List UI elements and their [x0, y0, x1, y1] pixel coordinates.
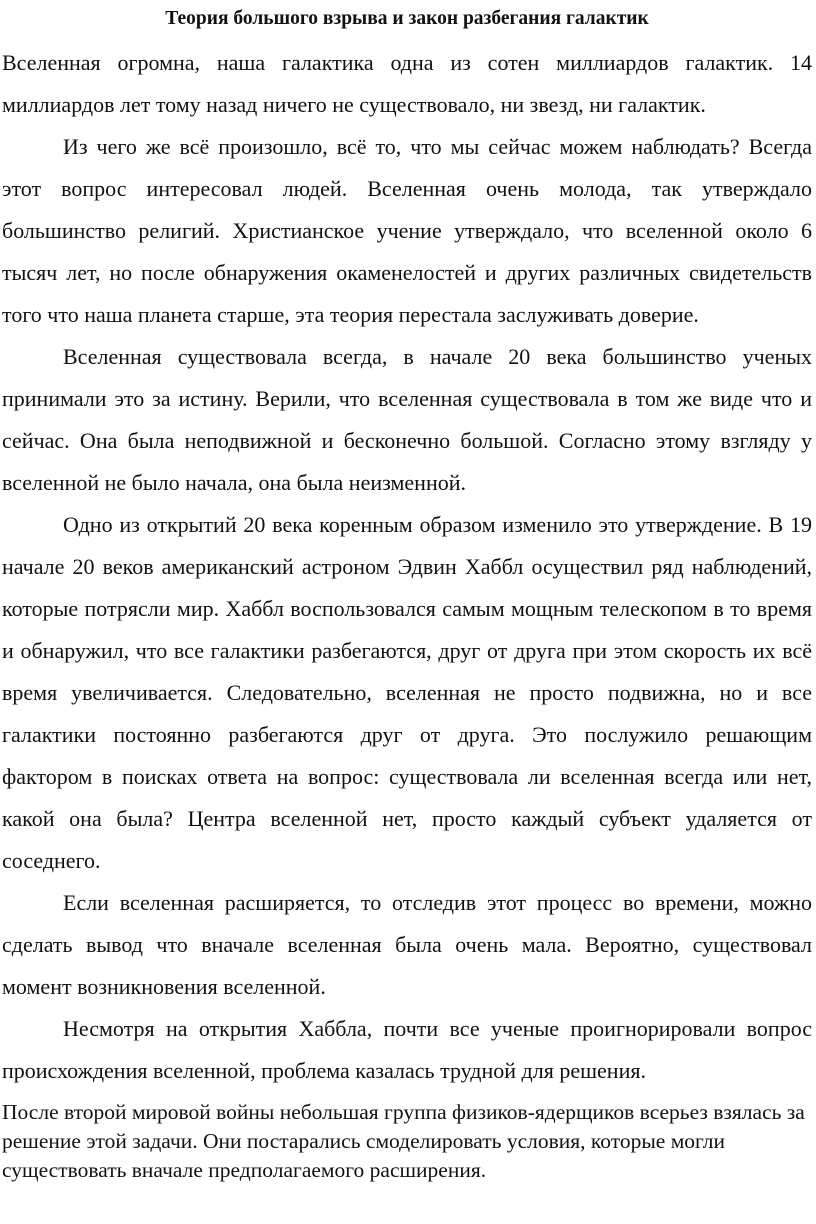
paragraph-3: Вселенная существовала всегда, в начале 20 века большинство ученых принимали это за истину. Верили, что вселенная существовала в том же виде что и сейчас. Она была неподвижной и бесконечно большой. Согласно этому взгляду у вселенной не было начала, она была неизменной.	[2, 344, 812, 495]
paragraph-2: Из чего же всё произошло, всё то, что мы сейчас можем наблюдать? Всегда этот вопрос интересовал людей. Вселенная очень молода, так утверждало большинство религий. Христианское учение утверждало, что вселенной около 6 тысяч лет, но после обнаружения окаменелостей и других различных свидетельств того что наша планета старше, эта теория перестала заслуживать доверие.	[2, 134, 812, 327]
paragraph-5: Если вселенная расширяется, то отследив этот процесс во времени, можно сделать вывод что вначале вселенная была очень мала. Вероятно, существовал момент возникновения вселенной.	[2, 890, 812, 999]
paragraph-7: После второй мировой войны небольшая группа физиков-ядерщиков всерьез взялась за решение этой задачи. Они постарались смоделировать условия, которые могли существовать вначале предполагаемого расширения.	[2, 1100, 805, 1182]
document-title: Теория большого взрыва и закон разбегания галактик	[165, 8, 649, 29]
paragraph-1: Вселенная огромна, наша галактика одна из сотен миллиардов галактик. 14 миллиардов лет тому назад ничего не существовало, ни звезд, ни галактик.	[2, 50, 812, 117]
paragraph-4: Одно из открытий 20 века коренным образом изменило это утверждение. В 19 начале 20 веков американский астроном Эдвин Хаббл осуществил ряд наблюдений, которые потрясли мир. Хаббл воспользовался самым мощным телескопом в то время и обнаружил, что все галактики разбегаются, друг от друга при этом скорость их всё время увеличивается. Следовательно, вселенная не просто подвижна, но и все галактики постоянно разбегаются друг от друга. Это послужило решающим фактором в поисках ответа на вопрос: существовала ли вселенная всегда или нет, какой она была? Центра вселенной нет, просто каждый субъект удаляется от соседнего.	[2, 512, 812, 873]
paragraph-6: Несмотря на открытия Хаббла, почти все ученые проигнорировали вопрос происхождения вселенной, проблема казалась трудной для решения.	[2, 1016, 812, 1083]
